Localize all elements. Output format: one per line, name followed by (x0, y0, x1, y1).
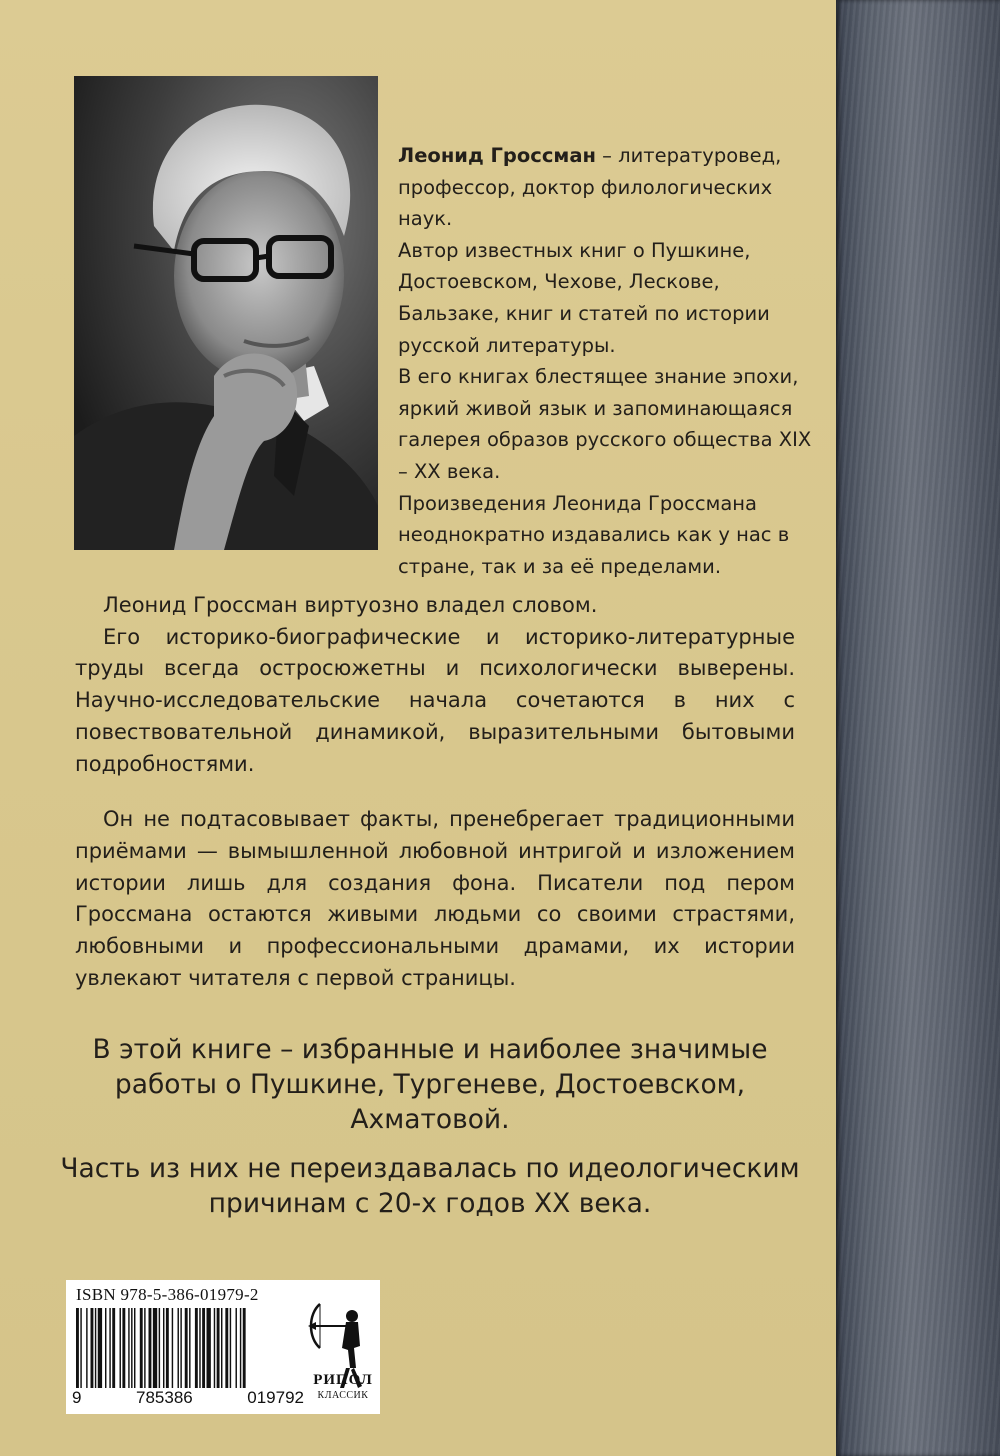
author-bio (398, 140, 818, 582)
portrait-photo (74, 76, 378, 550)
barcode-bar (91, 1308, 94, 1388)
barcode-bar (172, 1308, 173, 1388)
barcode-bar (195, 1308, 198, 1388)
annotation-paragraph: Его историко-биографические и историко-литературные труды всегда остросюжетны и психологически выверены. Научно-исследовательские начала сочетаются в них с повествовательной динамикой, выразительными бытовыми подробностями. (75, 624, 795, 776)
barcode-bar (128, 1308, 129, 1388)
annotation-paragraph: Он не подтасовывает факты, пренебрегает традиционными приёмами — вымышленной любовной интригой и изложением истории лишь для создания фона. Писатели под пером Гроссмана остаются живыми людьми со своими страстями, любовными и профессиональными драмами, их истории увлекают читателя с первой страницы. (75, 807, 795, 990)
barcode-bar (236, 1308, 237, 1388)
barcode-bar (240, 1308, 241, 1388)
barcode-bar (98, 1308, 102, 1388)
barcode-bar (225, 1308, 228, 1388)
barcode-bar (120, 1308, 121, 1388)
barcode-bar (243, 1308, 246, 1388)
ean-digit-group: 019792 (247, 1388, 304, 1407)
barcode-bar (202, 1308, 205, 1388)
ean-digit-group: 785386 (136, 1388, 193, 1407)
barcode-bar (180, 1308, 181, 1388)
ean-digit-group: 9 (72, 1388, 82, 1407)
barcode-bars (74, 1308, 302, 1388)
publisher-subtitle: КЛАССИК (317, 1390, 369, 1401)
barcode-bar (199, 1308, 200, 1388)
barcode-label (66, 1280, 380, 1414)
barcode-bar (105, 1308, 106, 1388)
book-spine (836, 0, 1000, 1456)
bio-intro-text: – литературовед, профессор, доктор филологических наук. (398, 144, 782, 231)
barcode-bar (153, 1308, 157, 1388)
isbn-text: ISBN 978-5-386-01979-2 (76, 1285, 259, 1304)
bio-paragraph: Автор известных книг о Пушкине, Достоевском, Чехове, Лескове, Бальзаке, книг и статей по истории русской литературы. (398, 238, 770, 357)
barcode-bar (207, 1308, 211, 1388)
barcode-bar (214, 1308, 215, 1388)
summary-paragraph: Часть из них не переиздавалась по идеологическим причинам с 20-х годов XX века. (60, 1153, 800, 1219)
bio-paragraph: В его книгах блестящее знание эпохи, яркий живой язык и запоминающаяся галерея образов русского общества XIX – XX века. (398, 365, 812, 483)
barcode-bar (131, 1308, 132, 1388)
bio-paragraph: Произведения Леонида Гроссмана неоднократно издавались как у нас в стране, так и за её пределами. (398, 491, 790, 578)
barcode-bar (86, 1308, 87, 1388)
barcode-bar (221, 1308, 222, 1388)
barcode-bar (189, 1308, 190, 1388)
barcode-bar (109, 1308, 110, 1388)
barcode-bar (112, 1308, 115, 1388)
barcode-bar (140, 1308, 143, 1388)
annotation-text (75, 590, 795, 994)
barcode-bar (76, 1308, 79, 1388)
ean-digits (72, 1388, 304, 1408)
summary-paragraph: В этой книге – избранные и наиболее значимые работы о Пушкине, Тургеневе, Достоевском, Ахматовой. (92, 1034, 768, 1135)
barcode-bar (178, 1308, 179, 1388)
barcode-bar (122, 1308, 125, 1388)
publisher-name: РИПОЛ (313, 1372, 373, 1388)
barcode-bar (95, 1308, 96, 1388)
author-portrait (74, 76, 378, 550)
barcode-bar (149, 1308, 152, 1388)
barcode-bar (230, 1308, 231, 1388)
barcode-bar (144, 1308, 145, 1388)
barcode-bar (163, 1308, 164, 1388)
barcode-bar (217, 1308, 220, 1388)
author-name: Леонид Гроссман (398, 144, 596, 167)
bio-intro (398, 140, 818, 235)
barcode-bar (134, 1308, 135, 1388)
book-summary (60, 1032, 800, 1221)
annotation-paragraph: Леонид Гроссман виртуозно владел словом. (103, 593, 598, 617)
barcode-bar (80, 1308, 81, 1388)
barcode-bar (159, 1308, 160, 1388)
barcode-bar (166, 1308, 169, 1388)
barcode-bar (185, 1308, 188, 1388)
